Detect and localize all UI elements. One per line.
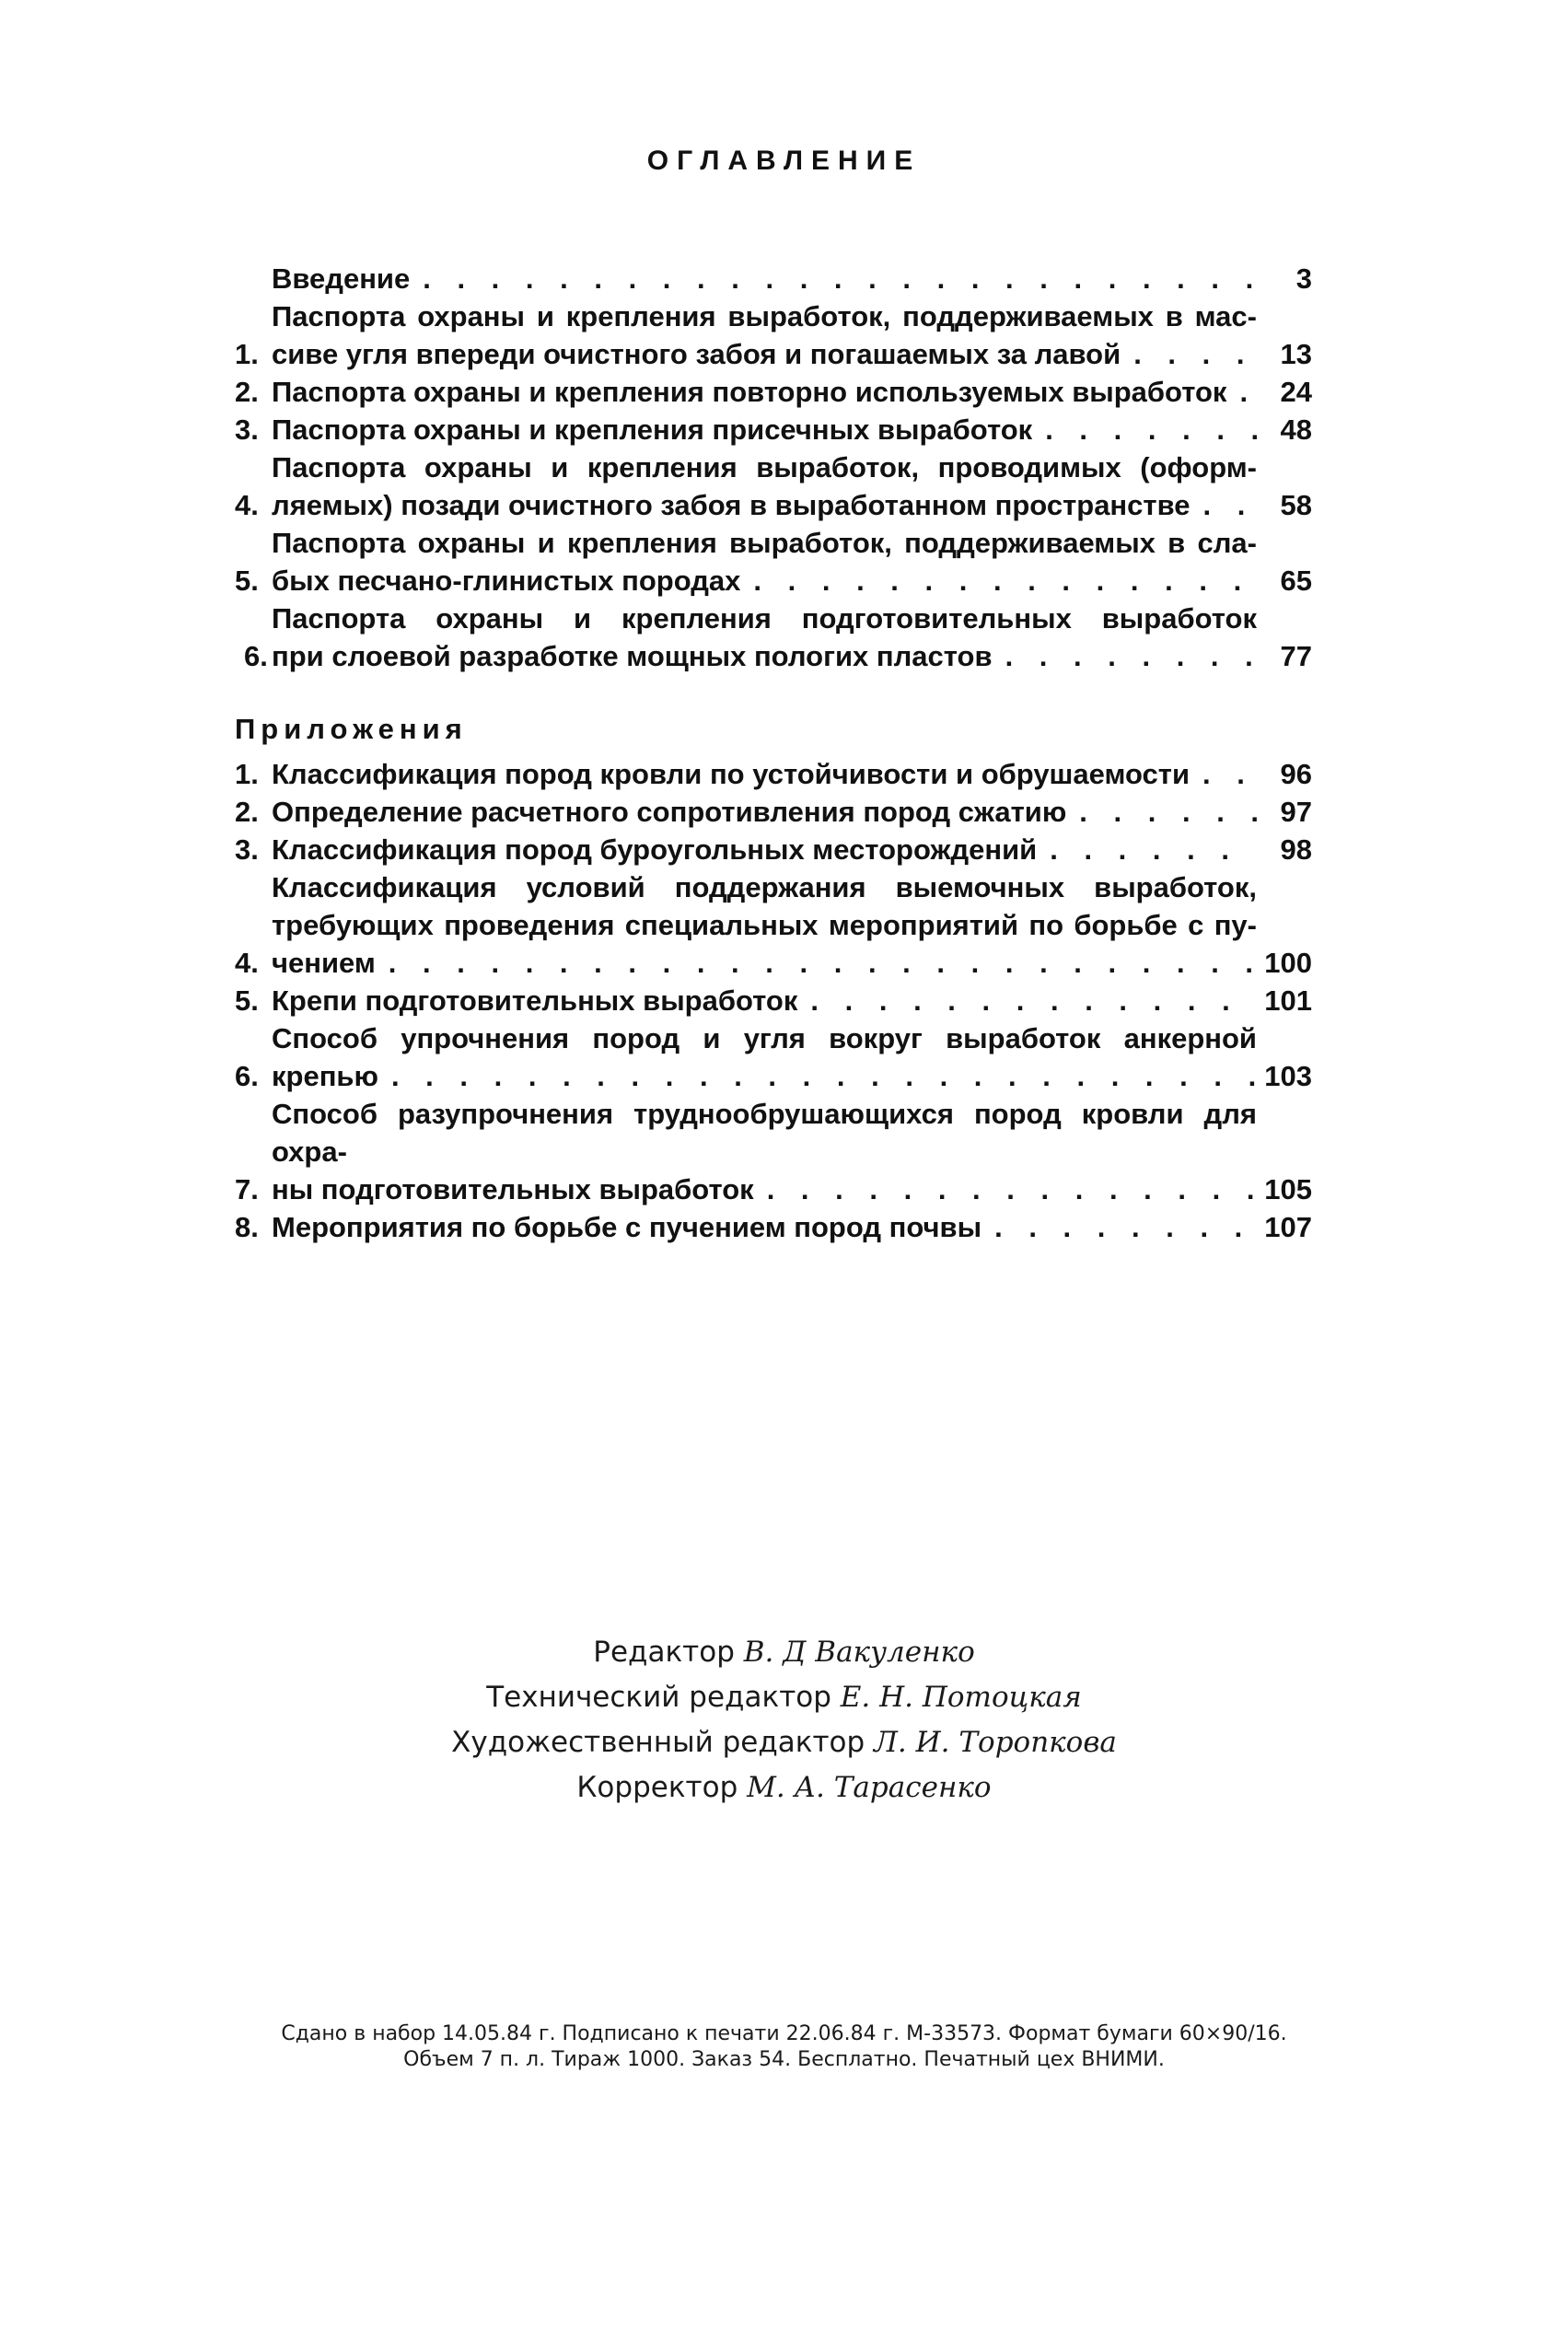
dot-leader — [1005, 637, 1257, 675]
toc-entry-page-number: 58 — [1280, 489, 1312, 521]
imprint-line-1: Сдано в набор 14.05.84 г. Подписано к печати 22.06.84 г. М-33573. Формат бумаги 60×90/16. — [281, 2022, 1287, 2045]
toc-entry-title — [272, 1208, 1257, 1246]
toc-entry-number: 8. — [235, 1211, 259, 1243]
dot-leader — [1050, 831, 1257, 868]
toc-entry — [235, 868, 1312, 982]
dot-leader — [389, 944, 1257, 982]
toc-entry-page-number: 3 — [1295, 262, 1312, 295]
toc-entry-number: 3. — [235, 413, 259, 446]
toc-entry — [235, 1208, 1312, 1246]
toc-entry — [235, 260, 1312, 297]
toc-entry — [235, 600, 1312, 675]
dot-leader — [994, 1208, 1257, 1246]
toc-entry-line: Способ упрочнения пород и угля вокруг выработок анкерной — [272, 1022, 1257, 1054]
toc-entry-line: ляемых) позади очистного забоя в выработанном пространстве — [272, 489, 1191, 521]
credit-role: Художественный редактор — [451, 1726, 865, 1759]
toc-entry-line: Способ разупрочнения труднообрушающихся пород кровли для охра- — [272, 1098, 1257, 1168]
toc-entry-title — [272, 1019, 1257, 1095]
toc-entry-line: Паспорта охраны и крепления выработок, проводимых (оформ- — [272, 451, 1257, 483]
dot-leader — [810, 982, 1257, 1019]
toc-entry-number: 4. — [235, 489, 259, 521]
toc-entry-line: Определение расчетного сопротивления пород сжатию — [272, 796, 1067, 828]
toc-entry-line: чением — [272, 947, 376, 979]
toc-entry-line: бых песчано-глинистых породах — [272, 565, 741, 597]
dot-leader — [1239, 373, 1257, 411]
dot-leader — [391, 1057, 1257, 1095]
toc-entry-number: 2. — [235, 376, 259, 408]
toc-entry-line: Классификация пород буроугольных месторождений — [272, 833, 1038, 866]
toc-entry — [235, 297, 1312, 373]
appendix-section — [235, 709, 1312, 1246]
toc-entry-title — [272, 793, 1257, 831]
toc-entry-number: 3. — [235, 833, 259, 866]
toc-entry-line: Паспорта охраны и крепления повторно используемых выработок — [272, 376, 1227, 408]
publication-imprint — [0, 2021, 1568, 2073]
toc-entry-line: Паспорта охраны и крепления присечных выработок — [272, 413, 1033, 446]
toc-entry — [235, 1095, 1312, 1208]
toc-entry-line: Паспорта охраны и крепления выработок, поддерживаемых в мас- — [272, 300, 1257, 332]
dot-leader — [1202, 755, 1257, 793]
toc-entry-page-number: 107 — [1264, 1211, 1312, 1243]
toc-entry-line: Паспорта охраны и крепления выработок, поддерживаемых в сла- — [272, 527, 1257, 559]
toc-entry-title — [272, 448, 1257, 524]
toc-entry-page-number: 101 — [1264, 984, 1312, 1017]
toc-entry-title — [272, 831, 1257, 868]
toc-entry-page-number: 97 — [1280, 796, 1312, 828]
toc-entry-title — [272, 600, 1257, 675]
toc-entry-number: 6. — [244, 640, 268, 672]
toc-entry-title — [272, 755, 1257, 793]
credit-role: Технический редактор — [486, 1681, 831, 1714]
toc-entry-title — [272, 868, 1257, 982]
dot-leader — [1079, 793, 1257, 831]
toc-entry-number: 5. — [235, 984, 259, 1017]
credit-person: М. А. Тарасенко — [747, 1771, 992, 1804]
toc-entry — [235, 793, 1312, 831]
toc-entry-line: требующих проведения специальных мероприятий по борьбе с пу- — [272, 909, 1257, 941]
dot-leader — [1202, 486, 1257, 524]
toc-entry-title — [272, 982, 1257, 1019]
credit-line — [0, 1675, 1568, 1720]
toc-entry — [235, 448, 1312, 524]
dot-leader — [423, 260, 1257, 297]
credit-line — [0, 1720, 1568, 1765]
toc-entry-page-number: 103 — [1264, 1060, 1312, 1092]
toc-entry-line: Введение — [272, 262, 411, 295]
toc-entry-number: 2. — [235, 796, 259, 828]
toc-entry-line: крепью — [272, 1060, 378, 1092]
toc-entry-page-number: 105 — [1264, 1173, 1312, 1205]
toc-entry — [235, 1019, 1312, 1095]
table-of-contents — [235, 260, 1312, 675]
toc-entry-page-number: 96 — [1280, 758, 1312, 790]
toc-entry-title — [272, 411, 1257, 448]
dot-leader — [1045, 411, 1257, 448]
toc-entry-line: при слоевой разработке мощных пологих пластов — [272, 640, 993, 672]
toc-entry-page-number: 48 — [1280, 413, 1312, 446]
toc-entry-number: 5. — [235, 565, 259, 597]
toc-entry — [235, 831, 1312, 868]
toc-entry-number: 1. — [235, 338, 259, 370]
toc-entry-number: 1. — [235, 758, 259, 790]
toc-entry-page-number: 65 — [1280, 565, 1312, 597]
toc-entry-line: Паспорта охраны и крепления подготовительных выработок — [272, 602, 1257, 635]
toc-entry-line: Классификация условий поддержания выемочных выработок, — [272, 871, 1257, 903]
toc-entry-page-number: 98 — [1280, 833, 1312, 866]
toc-entry-line: Крепи подготовительных выработок — [272, 984, 798, 1017]
toc-entry — [235, 411, 1312, 448]
toc-entry-page-number: 77 — [1280, 640, 1312, 672]
toc-entry-title — [272, 524, 1257, 600]
toc-entry — [235, 755, 1312, 793]
appendix-heading: Приложения — [235, 713, 468, 745]
toc-entry — [235, 982, 1312, 1019]
credit-person: В. Д Вакуленко — [743, 1636, 975, 1669]
toc-entry-title — [272, 1095, 1257, 1208]
imprint-line-2: Объем 7 п. л. Тираж 1000. Заказ 54. Бесплатно. Печатный цех ВНИМИ. — [403, 2048, 1165, 2071]
dot-leader — [753, 562, 1257, 600]
page-title: ОГЛАВЛЕНИЕ — [646, 146, 922, 176]
toc-entry-line: сиве угля впереди очистного забоя и погашаемых за лавой — [272, 338, 1121, 370]
toc-entry — [235, 373, 1312, 411]
editorial-credits — [0, 1630, 1568, 1811]
toc-entry-line: Мероприятия по борьбе с пучением пород почвы — [272, 1211, 982, 1243]
toc-entry-title — [272, 297, 1257, 373]
credit-person: Л. И. Торопкова — [874, 1726, 1117, 1759]
credit-role: Корректор — [576, 1771, 738, 1804]
toc-entry-page-number: 100 — [1264, 947, 1312, 979]
toc-entry — [235, 524, 1312, 600]
credit-person: Е. Н. Потоцкая — [840, 1681, 1082, 1714]
toc-entry-line: Классификация пород кровли по устойчивости и обрушаемости — [272, 758, 1190, 790]
dot-leader — [1133, 335, 1257, 373]
credit-role: Редактор — [593, 1636, 735, 1669]
dot-leader — [767, 1170, 1257, 1208]
appendix-list — [235, 755, 1312, 1246]
toc-entry-title — [272, 260, 1257, 297]
toc-entry-page-number: 24 — [1280, 376, 1312, 408]
toc-entry-number: 6. — [235, 1060, 259, 1092]
toc-entry-number: 4. — [235, 947, 259, 979]
credit-line — [0, 1765, 1568, 1811]
toc-entry-line: ны подготовительных выработок — [272, 1173, 754, 1205]
credit-line — [0, 1630, 1568, 1675]
toc-entry-number: 7. — [235, 1173, 259, 1205]
toc-entry-title — [272, 373, 1257, 411]
toc-entry-page-number: 13 — [1280, 338, 1312, 370]
